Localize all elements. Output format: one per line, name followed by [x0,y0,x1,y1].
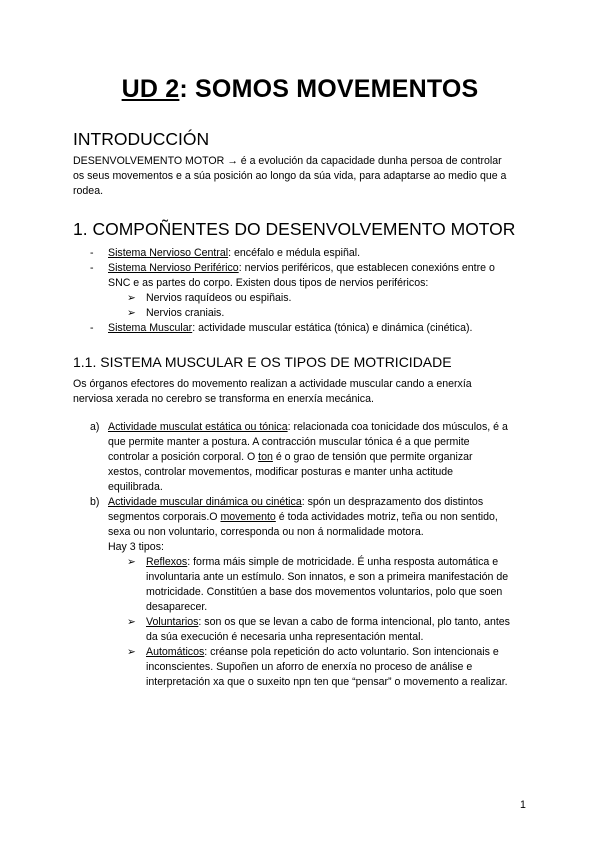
type-reflexos-line-1: Reflexos: forma máis simple de motricidade. É unha resposta automática e [146,556,499,568]
arrow-bullet-icon: ➢ [127,307,136,319]
section-1-1-line-2: nerviosa xerada no cerebro se transforma en enerxía mecánica. [73,393,374,405]
bullet-muscular [108,321,472,336]
item-a-line-5: equilibrada. [108,481,163,493]
item-b-line-4: Hay 3 tipos: [108,541,164,553]
item-a-line-4: xestos, controlar movementos, modificar posturas e manter unha actitude [108,466,454,478]
arrow-bullet-icon: ➢ [127,292,136,304]
item-b-line-1: Actividade muscular dinámica ou cinética: spón un desprazamento dos distintos [108,496,484,508]
intro-heading: INTRODUCCIÓN [73,129,210,149]
type-reflexos-line-4: desaparecer. [146,601,208,613]
type-automaticos-line-2: inconscientes. Supoñen un aforro de enerxía no proceso de análise e [146,661,473,673]
type-automaticos-line-1: Automáticos: créanse pola repetición do acto voluntario. Son intencionais e [146,646,499,658]
bullet-snc [108,246,360,261]
arrow-bullet-icon: ➢ [127,556,136,568]
item-b-term: Actividade muscular dinámica ou cinética [108,496,302,508]
bullet-dash: - [90,247,94,259]
type-reflexos-line-2: involuntaria ante un estímulo. Son innatos, e son a primeira manifestación de [146,571,509,583]
bullet-snp [108,261,495,276]
intro-line-2: os seus movementos e a súa posición ao longo da súa vida, para adaptarse ao medio que a [73,170,507,182]
type-automaticos-line-3: interpretación xa que o suxeito npn ten que “pensar” o movemento a realizar. [146,676,508,688]
item-a-line-3: controlar a posición corporal. O ton é o grao de tensión que permite organizar [108,451,473,463]
term-movemento: movemento [220,511,276,523]
item-b-line-3: sexa ou non voluntario, corresponda ou non á normalidade motora. [108,526,424,538]
type-reflexos-line-3: motricidade. Constitúen a base dos movementos voluntarios, polo que soen [146,586,503,598]
item-a-term: Actividade musculat estática ou tónica [108,421,288,433]
intro-line-1: DESENVOLVEMENTO MOTOR → é a evolución da capacidade dunha persoa de controlar [73,155,502,167]
type-reflexos-term: Reflexos [146,556,188,568]
arrow-bullet-icon: ➢ [127,616,136,628]
bullet-snp-text: : nervios periféricos, que establecen conexións entre o [238,262,495,274]
sub-bullet-raquideos: Nervios raquídeos ou espiñais. [146,292,292,304]
bullet-snc-text: : encéfalo e médula espiñal. [228,247,361,259]
title-text: : SOMOS MOVEMENTOS [179,75,479,103]
type-voluntarios-line-2: da súa execución é necesaria unha representación mental. [146,631,424,643]
bullet-snc-term: Sistema Nervioso Central [108,247,229,259]
bullet-muscular-text: : actividade muscular estática (tónica) e dinámica (cinética). [192,322,473,334]
bullet-muscular-term: Sistema Muscular [108,322,193,334]
sub-bullet-craniais: Nervios craniais. [146,307,225,319]
section-1-heading: 1. COMPOÑENTES DO DESENVOLVEMENTO MOTOR [73,219,516,239]
bullet-dash: - [90,322,94,334]
bullet-dash: - [90,262,94,274]
bullet-snp-line-2: SNC e as partes do corpo. Existen dous tipos de nervios periféricos: [108,277,429,289]
title-unit-code: UD 2 [121,75,180,103]
type-voluntarios-term: Voluntarios [146,616,199,628]
page-number: 1 [520,799,526,811]
document-title [0,73,600,105]
bullet-snp-term: Sistema Nervioso Periférico [108,262,239,274]
term-ton: ton [258,451,273,463]
list-marker-b: b) [90,496,100,508]
section-1-1-line-1: Os órganos efectores do movemento realizan a actividade muscular cando a enerxía [73,378,472,390]
arrow-bullet-icon: ➢ [127,646,136,658]
type-voluntarios-line-1: Voluntarios: son os que se levan a cabo de forma intencional, plo tanto, antes [146,616,510,628]
item-a-line-2: que permite manter a postura. A contracción muscular tónica é a que permite [108,436,470,448]
type-automaticos-term: Automáticos [146,646,205,658]
item-b-line-2: segmentos corporais.O movemento é toda actividades motriz, teña ou non sentido, [108,511,498,523]
intro-line-3: rodea. [73,185,104,197]
item-a-line-1: Actividade musculat estática ou tónica: relacionada coa tonicidade dos músculos, é a [108,421,508,433]
section-1-1-heading: 1.1. SISTEMA MUSCULAR E OS TIPOS DE MOTRICIDADE [73,354,452,370]
list-marker-a: a) [90,421,100,433]
